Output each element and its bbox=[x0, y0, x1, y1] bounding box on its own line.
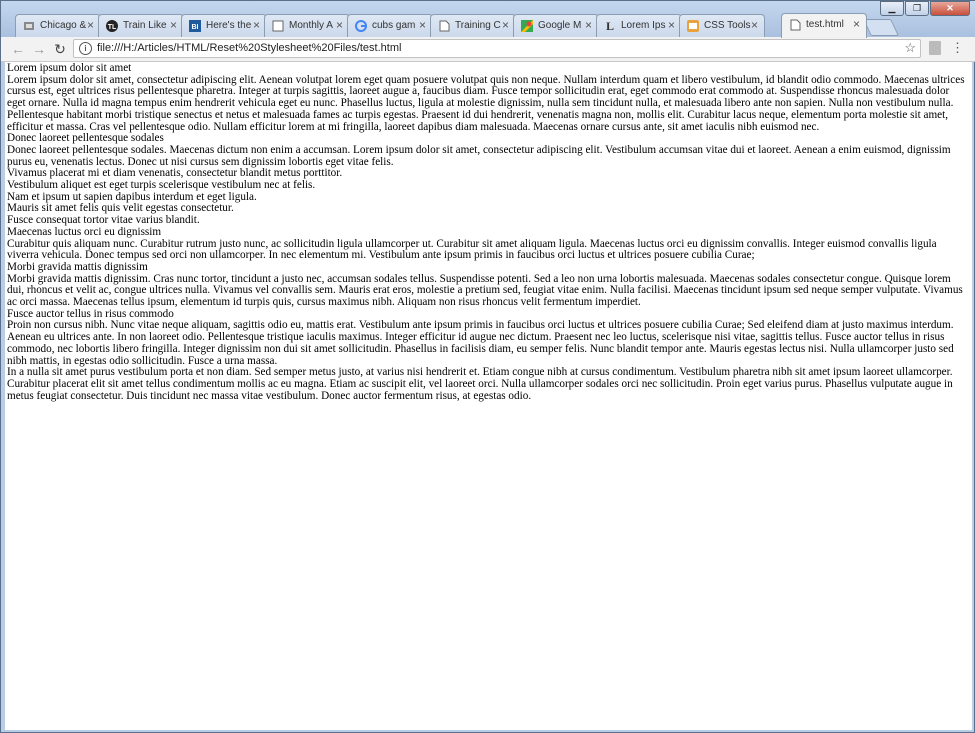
new-tab-button[interactable] bbox=[863, 19, 899, 36]
tab-test-html[interactable] bbox=[781, 13, 867, 38]
star-icon[interactable]: ☆ bbox=[904, 40, 916, 55]
text-line: Nam et ipsum ut sapien dapibus interdum et eget ligula. bbox=[7, 190, 257, 203]
tab-label: Train Like bbox=[123, 20, 167, 31]
tab-label: cubs gam bbox=[372, 20, 416, 31]
text-line: Proin non cursus nibh. Nunc vitae neque aliquam, sagittis odio eu, mattis erat. Vestibulum ante ipsum primis in faucibus orci luctus et ultrices posuere cubilia Curae; Sed eleifend diam at justo maximus interdum. Aenean eu ultrices ante. In non laoreet odio. Pellentesque tristique iaculis maximus. Integer efficitur id augue nec dictum. Praesent nec leo luctus, scelerisque nisi vitae, sagittis tellus. Fusce auctor tellus in risus commodo, nec lobortis libero fringilla. Integer dignissim non dui sit amet sollicitudin. Phasellus in facilisis diam, eu semper felis. Nunc blandit tempor ante. Mauris egestas lectus nisi. Nulla ullamcorper justo sed nibh mattis, in egestas odio sollicitudin. Fusce a urna massa. bbox=[7, 319, 954, 367]
tab-chicago[interactable] bbox=[15, 14, 101, 37]
close-tab-icon[interactable]: × bbox=[852, 17, 860, 31]
close-tab-icon[interactable]: × bbox=[169, 18, 177, 32]
tab-monthly[interactable] bbox=[264, 14, 350, 37]
svg-text:BI: BI bbox=[191, 24, 199, 31]
tab-label: Google M bbox=[538, 20, 582, 31]
tab-heres-the[interactable] bbox=[181, 14, 267, 37]
info-icon[interactable]: i bbox=[79, 42, 92, 55]
menu-icon[interactable]: ⋮ bbox=[951, 40, 964, 55]
bi-icon bbox=[189, 20, 201, 32]
close-tab-icon[interactable]: × bbox=[667, 18, 675, 32]
close-tab-icon[interactable]: × bbox=[335, 18, 343, 32]
text-line: Morbi gravida mattis dignissim bbox=[7, 260, 148, 273]
svg-text:TL: TL bbox=[107, 24, 117, 31]
reload-button[interactable] bbox=[51, 40, 69, 58]
maps-icon bbox=[521, 20, 533, 32]
tab-label: Training C bbox=[455, 20, 501, 31]
tab-css-tools[interactable] bbox=[679, 14, 765, 37]
text-line: Curabitur quis aliquam nunc. Curabitur rutrum justo nunc, ac sollicitudin ligula ullamcorper ut. Curabitur sit amet aliquam ligula. Maecenas luctus orci eu dignissim convallis. Integer euismod convallis ligula viverra vehicula. Donec tempus sed orci non ullamcorper. In nec elementum mi. Vestibulum ante ipsum primis in faucibus orci luctus et ultrices posuere cubilia Curae; bbox=[7, 237, 937, 262]
page-content bbox=[5, 62, 972, 730]
google-icon bbox=[355, 20, 367, 32]
url-text[interactable]: file:///H:/Articles/HTML/Reset%20Stylesheet%20Files/test.html bbox=[97, 42, 402, 54]
close-tab-icon[interactable]: × bbox=[584, 18, 592, 32]
minimize-button[interactable] bbox=[880, 1, 904, 16]
l-icon: L bbox=[605, 18, 614, 33]
window-controls bbox=[880, 1, 970, 16]
close-tab-icon[interactable]: × bbox=[750, 18, 758, 32]
maximize-button[interactable] bbox=[905, 1, 929, 16]
tab-training[interactable] bbox=[430, 14, 516, 37]
tab-label: test.html bbox=[806, 19, 844, 30]
tab-label: Here's the bbox=[206, 20, 252, 31]
text-line: Vivamus placerat mi et diam venenatis, consectetur blandit metus porttitor. bbox=[7, 167, 343, 180]
tab-google-maps[interactable] bbox=[513, 14, 599, 37]
tab-train-like[interactable] bbox=[98, 14, 184, 37]
text-line: Donec laoreet pellentesque sodales bbox=[7, 132, 164, 145]
text-line: Lorem ipsum dolor sit amet bbox=[7, 62, 132, 74]
forward-button[interactable] bbox=[30, 40, 48, 58]
close-tab-icon[interactable]: × bbox=[501, 18, 509, 32]
text-line: Fusce auctor tellus in risus commodo bbox=[7, 307, 174, 320]
text-line: Donec laoreet pellentesque sodales. Maecenas dictum non enim a accumsan. Lorem ipsum dolor sit amet, consectetur adipiscing elit. Vestibulum accumsan vitae dui et laoreet. Aenean a enim euismod, dignissim purus eu, venenatis lectus. Donec ut nisi cursus sem dignissim lobortis eget vitae felis. bbox=[7, 143, 951, 168]
text-line: Fusce consequat tortor vitae varius blandit. bbox=[7, 214, 200, 227]
reload-icon: ↻ bbox=[54, 41, 66, 57]
address-bar[interactable] bbox=[73, 39, 921, 58]
text-line: Vestibulum aliquet est eget turpis scelerisque vestibulum nec at felis. bbox=[7, 179, 316, 192]
tab-strip bbox=[1, 1, 975, 37]
text-line: Mauris sit amet felis quis velit egestas consectetur. bbox=[7, 202, 234, 215]
forward-arrow-icon: → bbox=[32, 41, 46, 57]
text-line: Lorem ipsum dolor sit amet, consectetur adipiscing elit. Aenean volutpat lorem eget quam posuere volutpat quis non neque. Nullam interdum quam et libero vestibulum, id blandit odio commodo. Maecenas ultrices cursus est, eget ultrices risus pellentesque pharetra. Integer at turpis sagittis, laoreet augue a, faucibus diam. Fusce tempor sollicitudin erat, eget commodo erat commodo at. Suspendisse rhoncus malesuada dolor eget ornare. Nulla id magna tempus enim hendrerit vehicula eget eu nunc. Phasellus luctus, ligula at molestie dignissim, nulla sem tincidunt nulla, et malesuada libero ante non sapien. Nulla non vestibulum nulla. Pellentesque habitant morbi tristique senectus et netus et malesuada fames ac turpis egestas. Praesent id dui hendrerit, venenatis magna non, mollis elit. Curabitur lacus neque, elementum porta molestie sit amet, efficitur et massa. Cras vel pellentesque odio. Nullam efficitur lorem at mi fringilla, laoreet dapibus diam malesuada. Maecenas ornare cursus ante, sit amet iaculis nibh euismod nec. bbox=[7, 73, 965, 133]
tab-cubs-game[interactable] bbox=[347, 14, 433, 37]
tab-label: Monthly A bbox=[289, 20, 333, 31]
text-line: Maecenas luctus orci eu dignissim bbox=[7, 225, 162, 238]
close-tab-icon[interactable]: × bbox=[418, 18, 426, 32]
doc-icon bbox=[438, 20, 450, 32]
back-arrow-icon: ← bbox=[11, 41, 25, 57]
close-tab-icon[interactable]: × bbox=[86, 18, 94, 32]
text-line: In a nulla sit amet purus vestibulum porta et non diam. Sed semper metus justo, at varius nisi hendrerit et. Etiam congue nibh at cursus condimentum. Vestibulum pharetra nibh sit amet ipsum laoreet ullamcorper. Curabitur placerat elit sit amet tellus condimentum mollis ac eu magna. Etiam ac suscipit elit, vel laoreet orci. Nulla ullamcorper sodales orci nec sollicitudin. Proin eget varius purus. Phasellus vulputate augue in metus feugiat consectetur. Duis tincidunt nec massa vitae vestibulum. Donec auctor fermentum risus, at egestas odio. bbox=[7, 366, 953, 402]
tab-label: CSS Tools bbox=[704, 20, 751, 31]
doc-icon bbox=[789, 19, 801, 31]
tab-label: Chicago & bbox=[40, 20, 87, 31]
minimize-icon: ▁ bbox=[888, 3, 896, 13]
tl-icon bbox=[106, 20, 118, 32]
page-icon bbox=[272, 20, 284, 32]
browser-toolbar bbox=[1, 37, 975, 62]
css-icon bbox=[687, 20, 699, 32]
back-button[interactable] bbox=[9, 40, 27, 58]
close-icon: ✕ bbox=[946, 3, 954, 13]
extension-icon[interactable] bbox=[929, 41, 941, 55]
tab-lorem-ipsum[interactable] bbox=[596, 14, 682, 37]
tab-label: Lorem Ips bbox=[621, 20, 666, 31]
close-window-button[interactable] bbox=[930, 1, 970, 16]
maximize-icon: ❐ bbox=[912, 3, 922, 13]
close-tab-icon[interactable]: × bbox=[252, 18, 260, 32]
text-line: Morbi gravida mattis dignissim. Cras nunc tortor, tincidunt a justo nec, accumsan sodales tellus. Suspendisse potenti. Sed a leo non urna lobortis malesuada. Maecenas sodales consectetur congue. Quisque lorem dui, rhoncus et velit ac, congue ultrices nulla. Vivamus vel convallis sem. Mauris erat eros, molestie a pretium sed, feugiat vitae enim. Nulla facilisi. Maecenas tincidunt ipsum sed neque semper vulputate. Vivamus ac orci massa. Maecenas tellus ipsum, elementum id turpis quis, cursus maximus nibh. Aliquam non risus rhoncus velit fermentum imperdiet. bbox=[7, 272, 963, 309]
bloomberg-icon bbox=[23, 20, 35, 32]
